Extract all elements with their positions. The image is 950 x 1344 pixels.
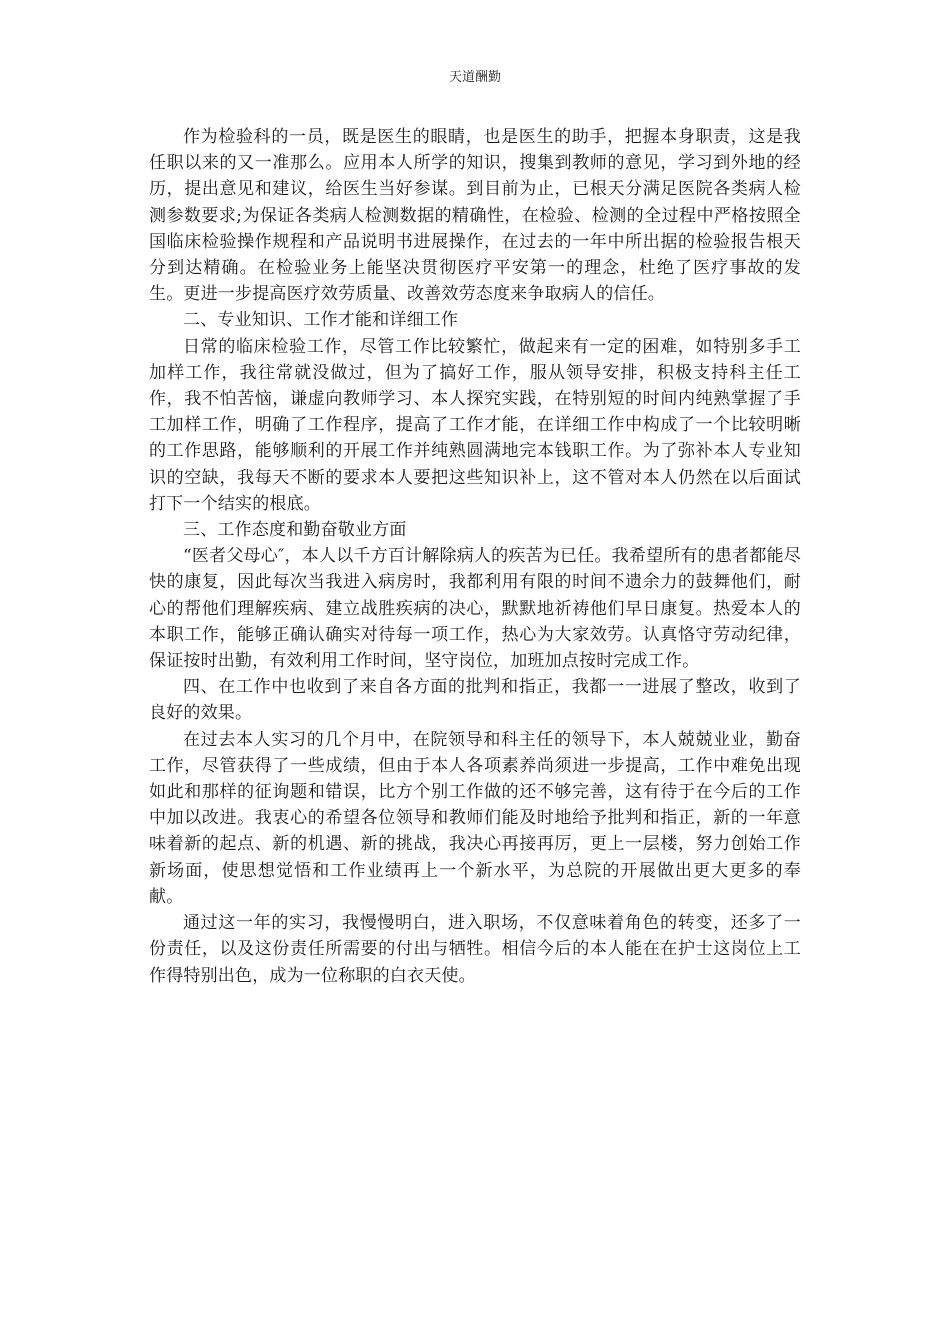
page-header-title: 天道酬勤 bbox=[448, 70, 501, 85]
section-heading-work-attitude: 三、工作态度和勤奋敬业方面 bbox=[183, 520, 407, 541]
section-heading-professional-knowledge: 二、专业知识、工作才能和详细工作 bbox=[183, 310, 459, 331]
paragraph-intro: 作为检验科的一员，既是医生的眼睛，也是医生的助手，把握本身职责，这是我任职以来的又一准那么。应用本人所学的知识，搜集到教师的意见，学习到外地的经历，提出意见和建议，给医生当好参谋。到目前为止，已根天分满足医院各类病人检测参数要求;为保证各类病人检测数据的精确性，在检验、检测的全过程中严格按照全国临床检验操作规程和产品说明书进展操作，在过去的一年中所出据的检验报告根天分到达精确。在检验业务上能坚决贯彻医疗平安第一的理念，杜绝了医疗事故的发生。更进一步提高医疗效劳质量、改善效劳态度来争取病人的信任。 bbox=[149, 127, 801, 305]
paragraph-daily-work: 日常的临床检验工作，尽管工作比较繁忙，做起来有一定的困难，如特别多手工加样工作，我往常就没做过，但为了搞好工作，服从领导安排，积极支持科主任工作，我不怕苦恼，谦虚向教师学习、本人探究实践，在特别短的时间内纯熟掌握了手工加样工作，明确了工作程序，提高了工作才能，在详细工作中构成了一个比较明晰的工作思路，能够顺利的开展工作并纯熟圆满地完本钱职工作。为了弥补本人专业知识的空缺，我每天不断的要求本人要把这些知识补上，这不管对本人仍然在以后面试打下一个结实的根底。 bbox=[149, 336, 801, 514]
paragraph-criticism-improvement: 四、在工作中也收到了来自各方面的批判和指正，我都一一进展了整改，收到了良好的效果。 bbox=[149, 677, 801, 724]
paragraph-patient-care: “医者父母心″，本人以千方百计解除病人的疾苦为已任。我希望所有的患者都能尽快的康复，因此每次当我进入病房时，我都利用有限的时间不遗余力的鼓舞他们，耐心的帮他们理解疾病、建立战胜疾病的决心，默默地祈祷他们早日康复。热爱本人的本职工作，能够正确认确实对待每一项工作，热心为大家效劳。认真恪守劳动纪律，保证按时出勤，有效利用工作时间，坚守岗位，加班加点按时完成工作。 bbox=[149, 546, 801, 672]
paragraph-conclusion: 通过这一年的实习，我慢慢明白，进入职场，不仅意味着角色的转变，还多了一份责任，以及这份责任所需要的付出与牺牲。相信今后的本人能在在护士这岗位上工作得特别出色，成为一位称职的白衣天使。 bbox=[149, 913, 801, 986]
paragraph-internship-review: 在过去本人实习的几个月中，在院领导和科主任的领导下，本人兢兢业业，勤奋工作，尽管获得了一些成绩，但由于本人各项素养尚须进一步提高，工作中难免出现如此和那样的征询题和错误，比方个别工作做的还不够完善，这有待于在今后的工作中加以改进。我衷心的希望各位领导和教师们能及时地给予批判和指正，新的一年意味着新的起点、新的机遇、新的挑战，我决心再接再厉，更上一层楼，努力创始工作新场面，使思想觉悟和工作业绩再上一个新水平，为总院的开展做出更大更多的奉献。 bbox=[149, 729, 801, 907]
document-body bbox=[149, 124, 801, 989]
